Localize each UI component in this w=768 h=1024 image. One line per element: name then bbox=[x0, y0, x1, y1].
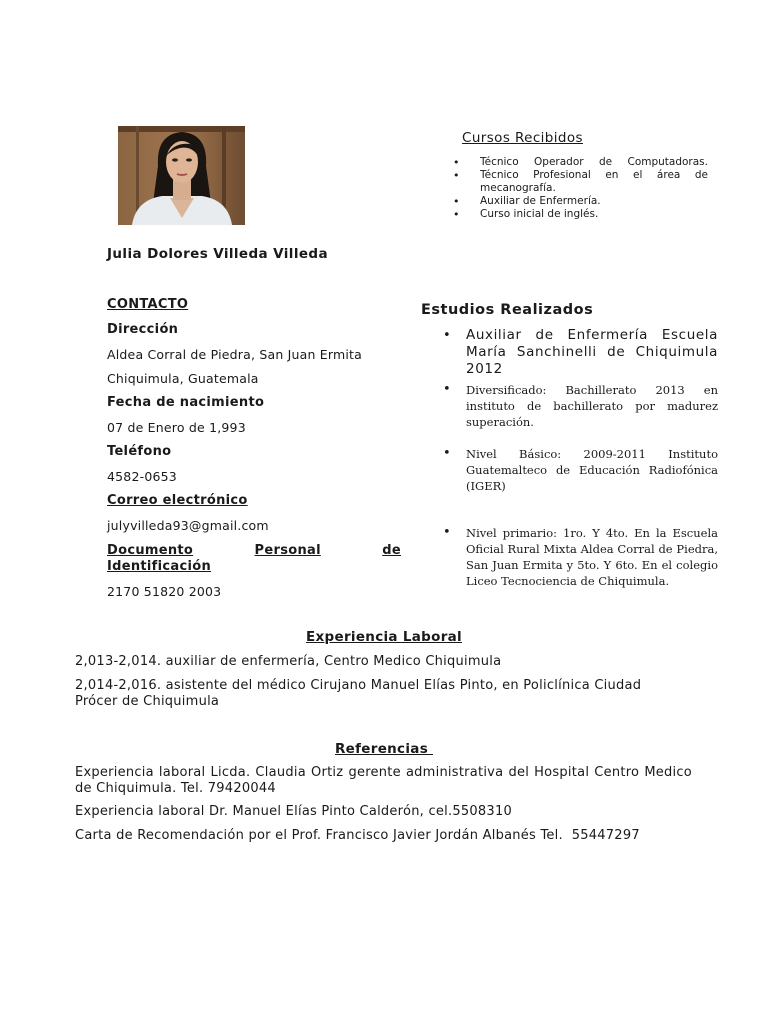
id-label-line2: Identificación bbox=[107, 559, 212, 574]
phone-value: 4582-0653 bbox=[107, 469, 177, 484]
list-item: • Técnico Profesional en el área de mecanografía. bbox=[480, 169, 708, 195]
courses-list bbox=[480, 156, 708, 221]
id-label-word: Personal bbox=[254, 543, 321, 558]
studies-list bbox=[466, 327, 718, 589]
birth-label: Fecha de nacimiento bbox=[107, 395, 265, 410]
list-item: • Auxiliar de Enfermería. bbox=[480, 195, 708, 208]
experience-item: 2,013-2,014. auxiliar de enfermería, Centro Medico Chiquimula bbox=[75, 654, 502, 669]
reference-item: Carta de Recomendación por el Prof. Francisco Javier Jordán Albanés Tel. 55447297 bbox=[75, 828, 640, 843]
experience-heading: Experiencia Laboral bbox=[306, 629, 462, 645]
list-item: • Curso inicial de inglés. bbox=[480, 208, 708, 221]
birth-value: 07 de Enero de 1,993 bbox=[107, 420, 246, 435]
email-label: Correo electrónico bbox=[107, 493, 248, 508]
portrait-image bbox=[118, 126, 245, 225]
id-label-word: de bbox=[382, 543, 401, 558]
contact-heading: CONTACTO bbox=[107, 297, 189, 312]
address-label: Dirección bbox=[107, 322, 179, 337]
courses-heading: Cursos Recibidos bbox=[462, 130, 583, 146]
list-item: • Auxiliar de Enfermería Escuela María Sanchinelli de Chiquimula 2012 bbox=[466, 327, 718, 378]
experience-item: 2,014-2,016. asistente del médico Cirujano Manuel Elías Pinto, en Policlínica Ciudad Prócer de Chiquimula bbox=[75, 678, 642, 709]
candidate-name: Julia Dolores Villeda Villeda bbox=[107, 246, 328, 262]
id-label-word: Documento bbox=[107, 543, 194, 558]
id-label-line1 bbox=[107, 543, 401, 558]
list-item: • Técnico Operador de Computadoras. bbox=[480, 156, 708, 169]
id-value: 2170 51820 2003 bbox=[107, 584, 222, 599]
reference-item: Experiencia laboral Licda. Claudia Ortiz gerente administrativa del Hospital Centro Medico de Chiquimula. Tel. 79420044 bbox=[75, 765, 692, 796]
reference-item: Experiencia laboral Dr. Manuel Elías Pinto Calderón, cel.5508310 bbox=[75, 804, 512, 819]
phone-label: Teléfono bbox=[107, 444, 172, 459]
list-item: • Diversificado: Bachillerato 2013 en instituto de bachillerato por madurez superación. bbox=[466, 382, 718, 430]
studies-heading: Estudios Realizados bbox=[421, 302, 594, 318]
list-item: • Nivel primario: 1ro. Y 4to. En la Escuela Oficial Rural Mixta Aldea Corral de Piedra, San Juan Ermita y 5to. Y 6to. En el colegio Liceo Tecnociencia de Chiquimula. bbox=[466, 525, 718, 589]
address-line1: Aldea Corral de Piedra, San Juan Ermita bbox=[107, 347, 363, 362]
profile-photo bbox=[118, 126, 245, 225]
email-value: julyvilleda93@gmail.com bbox=[107, 518, 269, 533]
address-line2: Chiquimula, Guatemala bbox=[107, 371, 259, 386]
references-heading: Referencias bbox=[334, 741, 434, 757]
list-item: • Nivel Básico: 2009-2011 Instituto Guatemalteco de Educación Radiofónica (IGER) bbox=[466, 446, 718, 494]
